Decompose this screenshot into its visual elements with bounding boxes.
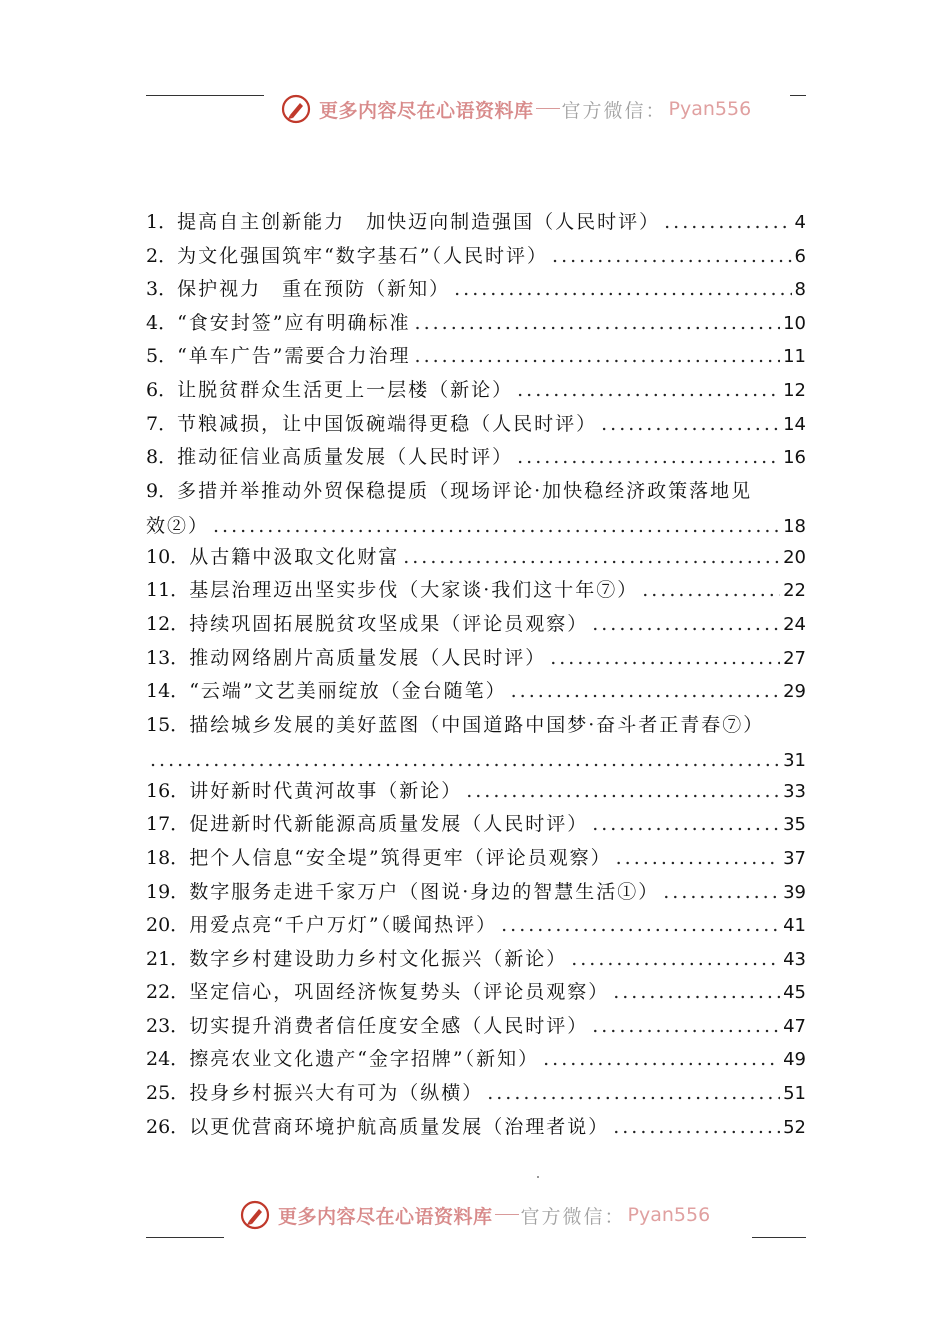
toc-entry[interactable]	[146, 1010, 806, 1044]
toc-entry[interactable]	[146, 374, 806, 408]
toc-entry-title: 投身乡村振兴大有可为（纵横）	[189, 1082, 484, 1105]
toc-entry-page: 51	[783, 1083, 806, 1105]
toc-entry-page: 45	[783, 982, 806, 1004]
toc-leader-dots	[501, 909, 780, 943]
toc-entry-title: 把个人信息“安全堤”筑得更牢（评论员观察）	[189, 846, 612, 869]
header-wechat-id: Pyan556	[668, 98, 752, 120]
header-rule-right	[790, 95, 806, 96]
toc-entry-number: 24．	[146, 1048, 190, 1071]
toc-entry-title: 从古籍中汲取文化财富	[189, 545, 400, 568]
header-dash	[536, 108, 560, 109]
toc-entry-number: 16．	[146, 779, 190, 802]
toc-entry-page: 6	[794, 245, 806, 267]
toc-entry-title: 讲好新时代黄河故事（新论）	[189, 779, 463, 802]
toc-entry-title: 数字服务走进千家万户（图说·身边的智慧生活①）	[189, 880, 660, 903]
toc-leader-dots	[511, 675, 780, 709]
toc-entry-number: 9．	[146, 479, 178, 502]
toc-entry-title: 坚定信心，巩固经济恢复势头（评论员观察）	[189, 981, 610, 1004]
header-library-text: 更多内容尽在心语资料库	[319, 99, 534, 122]
toc-entry[interactable]	[146, 475, 806, 511]
toc-entry-title: 基层治理迈出坚实步伐（大家谈·我们这十年⑦）	[189, 579, 639, 602]
toc-leader-dots	[517, 374, 780, 408]
toc-entry[interactable]	[146, 808, 806, 842]
toc-entry-page: 27	[783, 647, 806, 669]
toc-entry-number: 15．	[146, 713, 190, 736]
toc-entry-page: 4	[794, 212, 806, 233]
toc-leader-dots	[543, 1043, 780, 1077]
toc-entry-number: 11．	[146, 579, 190, 602]
header-rule-left	[146, 95, 264, 96]
toc-leader-dots	[642, 574, 780, 608]
toc-entry-number: 2．	[146, 244, 178, 267]
toc-entry-title: 以更优营商环境护航高质量发展（治理者说）	[189, 1115, 610, 1138]
toc-entry-page: 8	[794, 279, 806, 301]
footer-dash	[495, 1214, 519, 1215]
toc-entry-page: 12	[783, 379, 806, 401]
toc-leader-dots	[571, 943, 780, 977]
toc-entry-title: 推动网络剧片高质量发展（人民时评）	[189, 646, 547, 669]
toc-entry[interactable]	[146, 876, 806, 910]
toc-entry-title: 推动征信业高质量发展（人民时评）	[177, 446, 514, 469]
toc-entry[interactable]	[146, 1111, 806, 1145]
toc-entry-number: 7．	[146, 412, 178, 435]
toc-entry-page: 37	[783, 847, 806, 869]
toc-entry-page: 31	[783, 749, 806, 771]
toc-entry-number: 12．	[146, 612, 190, 635]
toc-entry-number: 6．	[146, 378, 178, 401]
toc-entry[interactable]	[146, 976, 806, 1010]
toc-entry-title: 让脱贫群众生活更上一层楼（新论）	[177, 378, 514, 401]
toc-leader-dots	[613, 1111, 780, 1145]
toc-leader-dots	[454, 273, 791, 307]
footer-library-text: 更多内容尽在心语资料库	[278, 1205, 493, 1228]
toc-entry-number: 13．	[146, 646, 190, 669]
toc-entry[interactable]	[146, 675, 806, 709]
toc-entry-title: 节粮减损，让中国饭碗端得更稳（人民时评）	[177, 412, 598, 435]
toc-leader-dots	[487, 1077, 780, 1111]
toc-entry-title: 保护视力 重在预防（新知）	[177, 278, 451, 301]
toc-entry[interactable]	[146, 775, 806, 809]
pen-logo-icon	[281, 94, 311, 124]
toc-entry-page: 52	[783, 1116, 806, 1138]
toc-entry-page: 16	[783, 447, 806, 469]
toc-leader-dots	[517, 441, 780, 475]
toc-entry-number: 22．	[146, 981, 190, 1004]
table-of-contents	[146, 206, 806, 1144]
toc-leader-dots	[592, 608, 780, 642]
toc-entry-page: 20	[783, 546, 806, 568]
toc-entry[interactable]	[146, 709, 806, 745]
toc-entry-page: 29	[783, 681, 806, 703]
toc-entry-page: 22	[783, 580, 806, 602]
toc-leader-dots	[403, 541, 780, 575]
toc-entry[interactable]	[146, 909, 806, 943]
toc-entry-page: 18	[783, 515, 806, 537]
toc-entry-page: 11	[783, 346, 806, 368]
toc-leader-dots	[415, 307, 781, 341]
toc-leader-dots	[466, 775, 780, 809]
toc-entry-title: 为文化强国筑牢“数字基石”（人民时评）	[177, 244, 549, 267]
toc-entry[interactable]	[146, 240, 806, 274]
footer-dot	[537, 1176, 539, 1178]
toc-entry-title: “单车广告”需要合力治理	[177, 345, 411, 368]
toc-entry-number: 18．	[146, 846, 190, 869]
footer-rule-right	[752, 1237, 806, 1238]
toc-entry-title: 数字乡村建设助力乡村文化振兴（新论）	[189, 947, 568, 970]
toc-entry-page: 47	[783, 1015, 806, 1037]
toc-entry-number: 5．	[146, 345, 178, 368]
toc-entry-title: 提高自主创新能力 加快迈向制造强国（人民时评）	[177, 211, 661, 233]
toc-entry[interactable]	[146, 541, 806, 575]
toc-entry-title: 描绘城乡发展的美好蓝图（中国道路中国梦·奋斗者正青春⑦）	[189, 713, 765, 736]
toc-entry-page: 41	[783, 915, 806, 937]
toc-leader-dots	[663, 876, 780, 910]
toc-entry[interactable]	[146, 340, 806, 374]
toc-entry[interactable]	[146, 273, 806, 307]
toc-entry-page: 49	[783, 1049, 806, 1071]
toc-entry[interactable]	[146, 842, 806, 876]
toc-entry-title: “食安封签”应有明确标准	[177, 311, 411, 334]
toc-entry[interactable]	[146, 441, 806, 475]
toc-entry-number: 23．	[146, 1014, 190, 1037]
toc-entry-number: 26．	[146, 1115, 190, 1138]
header-official-text: 官方微信：	[561, 99, 667, 122]
toc-entry[interactable]	[146, 408, 806, 442]
toc-entry-page: 35	[783, 814, 806, 836]
toc-entry-number: 25．	[146, 1082, 190, 1105]
toc-entry-number: 14．	[146, 680, 190, 703]
toc-entry-title: 擦亮农业文化遗产“金字招牌”（新知）	[189, 1048, 540, 1071]
toc-leader-dots	[664, 206, 791, 240]
footer-official-text: 官方微信：	[520, 1205, 626, 1228]
pen-logo-icon	[240, 1200, 270, 1230]
toc-entry-number: 17．	[146, 813, 190, 836]
toc-entry-number: 4．	[146, 311, 178, 334]
toc-entry-title: 促进新时代新能源高质量发展（人民时评）	[189, 813, 589, 836]
toc-entry-title: 切实提升消费者信任度安全感（人民时评）	[189, 1014, 589, 1037]
toc-leader-dots	[616, 842, 780, 876]
toc-entry-number: 20．	[146, 914, 190, 937]
toc-entry[interactable]	[146, 642, 806, 676]
toc-entry-page: 33	[783, 780, 806, 802]
toc-entry-title: 多措并举推动外贸保稳提质（现场评论·加快稳经济政策落地见	[177, 479, 753, 502]
toc-entry-number: 8．	[146, 446, 178, 469]
toc-entry-title: 持续巩固拓展脱贫攻坚成果（评论员观察）	[189, 612, 589, 635]
toc-entry-number: 3．	[146, 278, 178, 301]
toc-entry-page: 43	[783, 948, 806, 970]
toc-entry-number: 10．	[146, 545, 190, 568]
toc-entry-title: “云端”文艺美丽绽放（金台随笔）	[189, 680, 507, 703]
toc-entry-continuation[interactable]	[146, 511, 806, 541]
toc-entry-number: 1．	[146, 211, 178, 233]
toc-leader-dots	[150, 745, 780, 775]
toc-entry[interactable]	[146, 943, 806, 977]
toc-entry-number: 21．	[146, 947, 190, 970]
toc-entry-continuation[interactable]	[146, 745, 806, 775]
toc-leader-dots	[415, 340, 781, 374]
footer-rule-left	[146, 1237, 224, 1238]
toc-entry-page: 39	[783, 881, 806, 903]
toc-entry[interactable]	[146, 1043, 806, 1077]
toc-leader-dots	[592, 808, 780, 842]
toc-entry[interactable]	[146, 1077, 806, 1111]
toc-leader-dots	[552, 240, 792, 274]
toc-leader-dots	[601, 408, 780, 442]
header-banner	[281, 94, 751, 124]
toc-entry-page: 24	[783, 613, 806, 635]
toc-leader-dots	[213, 511, 780, 541]
toc-leader-dots	[592, 1010, 780, 1044]
toc-entry-title-cont: 效②）	[146, 514, 210, 537]
toc-leader-dots	[550, 642, 780, 676]
footer-wechat-id: Pyan556	[627, 1204, 711, 1226]
toc-entry[interactable]	[146, 206, 806, 240]
toc-entry-page: 14	[783, 413, 806, 435]
toc-entry-title: 用爱点亮“千户万灯”（暖闻热评）	[189, 914, 498, 937]
toc-entry[interactable]	[146, 608, 806, 642]
toc-entry-number: 19．	[146, 880, 190, 903]
toc-entry[interactable]	[146, 307, 806, 341]
toc-entry-page: 10	[783, 312, 806, 334]
toc-entry[interactable]	[146, 574, 806, 608]
toc-leader-dots	[613, 976, 780, 1010]
footer-banner	[240, 1200, 710, 1230]
